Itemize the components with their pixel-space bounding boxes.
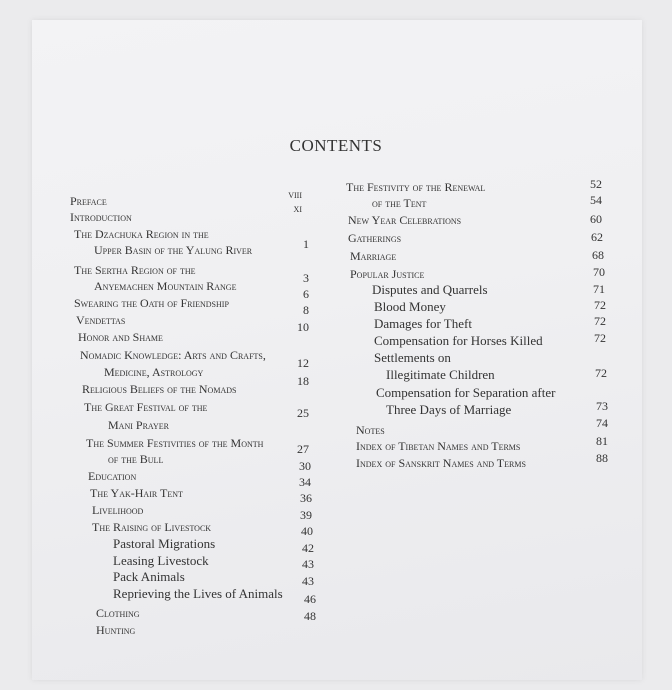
- toc-left-entry-page-number: 12: [297, 356, 309, 370]
- toc-right-entry-title: Three Days of Marriage: [386, 402, 512, 417]
- toc-left-entry-title: Honor and Shame: [78, 330, 163, 344]
- toc-right-entry-title: Popular Justice: [350, 267, 425, 281]
- toc-right-entry-title: Compensation for Separation after: [376, 385, 556, 400]
- toc-left-entry-title: of the Bull: [108, 452, 164, 466]
- toc-right-entry-page-number: 54: [590, 193, 602, 207]
- toc-left-entry-page-number: 8: [303, 303, 309, 317]
- toc-left-entry-title: The Sertha Region of the: [74, 263, 196, 277]
- toc-left-entry-title: Education: [88, 469, 137, 483]
- toc-right-entry-title: The Festivity of the Renewal: [346, 180, 486, 194]
- toc-right-entry-page-number: 72: [594, 314, 606, 328]
- toc-left-entry-page-number: 48: [304, 609, 316, 623]
- toc-left-entry-title: The Raising of Livestock: [92, 520, 212, 534]
- toc-left-entry-page-number: 46: [304, 592, 316, 606]
- toc-left-entry-title: The Great Festival of the: [84, 400, 208, 414]
- toc-right-entry-title: Illegitimate Children: [386, 367, 495, 382]
- toc-right-entry-title: Index of Tibetan Names and Terms: [356, 439, 521, 453]
- toc-left-entry-title: Reprieving the Lives of Animals: [113, 586, 283, 601]
- contents-title: CONTENTS: [289, 136, 383, 155]
- toc-right-entry-title: Compensation for Horses Killed: [374, 333, 543, 348]
- toc-right-entry-page-number: 72: [594, 331, 606, 345]
- toc-left-entry-title: Anyemachen Mountain Range: [94, 279, 237, 293]
- toc-right-entry-title: Gatherings: [348, 231, 402, 245]
- toc-right-entry-page-number: 60: [590, 212, 602, 226]
- toc-left-entry-title: Nomadic Knowledge: Arts and Crafts,: [80, 348, 266, 362]
- toc-right-entry-title: Notes: [356, 423, 385, 437]
- toc-right-entry-page-number: 88: [596, 451, 608, 465]
- toc-left-entry-page-number: 34: [299, 475, 311, 489]
- toc-right-entry-page-number: 71: [593, 282, 605, 296]
- toc-left-entry-title: Upper Basin of the Yalung River: [94, 243, 253, 257]
- toc-right-entry-page-number: 68: [592, 248, 604, 262]
- toc-right-entry-title: Marriage: [350, 249, 397, 263]
- toc-left-entry-title: Introduction: [70, 210, 132, 224]
- toc-right-entry-title: Damages for Theft: [374, 316, 472, 331]
- toc-left-entry-page-number: 36: [300, 491, 312, 505]
- toc-right-entry-page-number: 72: [595, 366, 607, 380]
- toc-right-entry-page-number: 74: [596, 416, 608, 430]
- toc-left-entry-title: The Dzachuka Region in the: [74, 227, 209, 241]
- toc-left-entry-page-number: 25: [297, 406, 309, 420]
- toc-left-entry-page-number: 30: [299, 459, 311, 473]
- toc-left-entry-page-number: viii: [288, 187, 302, 201]
- toc-left-entry-page-number: 18: [297, 374, 309, 388]
- toc-right-entry-page-number: 52: [590, 177, 602, 191]
- toc-right-entry-page-number: 72: [594, 298, 606, 312]
- toc-left-entry-title: Medicine, Astrology: [104, 365, 204, 379]
- toc-left-entry-title: Vendettas: [76, 313, 126, 327]
- toc-left-entry-title: Preface: [70, 194, 107, 208]
- toc-left-entry-page-number: 27: [297, 442, 309, 456]
- toc-right-entry-title: Blood Money: [374, 299, 446, 314]
- toc-right-entry-title: Disputes and Quarrels: [372, 282, 488, 297]
- toc-left-entry-title: Religious Beliefs of the Nomads: [82, 382, 237, 396]
- toc-left-entry-page-number: xi: [293, 201, 302, 215]
- toc-left-entry-title: Swearing the Oath of Friendship: [74, 296, 229, 310]
- toc-left-entry-title: Pack Animals: [113, 569, 185, 584]
- toc-left-entry-page-number: 39: [300, 508, 312, 522]
- toc-right-entry-title: New Year Celebrations: [348, 213, 462, 227]
- toc-left-entry-page-number: 10: [297, 320, 309, 334]
- toc-left-entry-title: Livelihood: [92, 503, 144, 517]
- toc-right-entry-page-number: 70: [593, 265, 605, 279]
- toc-right-entry-page-number: 73: [596, 399, 608, 413]
- toc-right-entry-page-number: 62: [591, 230, 603, 244]
- toc-left-entry-title: The Summer Festivities of the Month: [86, 436, 264, 450]
- toc-left-entry-page-number: 43: [302, 574, 314, 588]
- toc-left-entry-page-number: 3: [303, 271, 309, 285]
- toc-left-entry-title: Hunting: [96, 623, 136, 637]
- toc-left-entry-page-number: 43: [302, 557, 314, 571]
- toc-left-entry-title: Leasing Livestock: [113, 553, 209, 568]
- toc-left-entry-title: Clothing: [96, 606, 140, 620]
- toc-left-entry-title: Pastoral Migrations: [113, 536, 216, 551]
- toc-left-entry-page-number: 1: [303, 237, 309, 251]
- toc-left-entry-page-number: 6: [303, 287, 309, 301]
- toc-right-entry-title: of the Tent: [372, 196, 427, 210]
- toc-left-entry-title: The Yak-Hair Tent: [90, 486, 183, 500]
- toc-right-entry-title: Settlements on: [374, 350, 451, 365]
- toc-left-entry-page-number: 42: [302, 541, 314, 555]
- toc-left-entry-page-number: 40: [301, 524, 313, 538]
- toc-right-entry-page-number: 81: [596, 434, 608, 448]
- toc-left-entry-title: Mani Prayer: [108, 418, 169, 432]
- toc-right-entry-title: Index of Sanskrit Names and Terms: [356, 456, 526, 470]
